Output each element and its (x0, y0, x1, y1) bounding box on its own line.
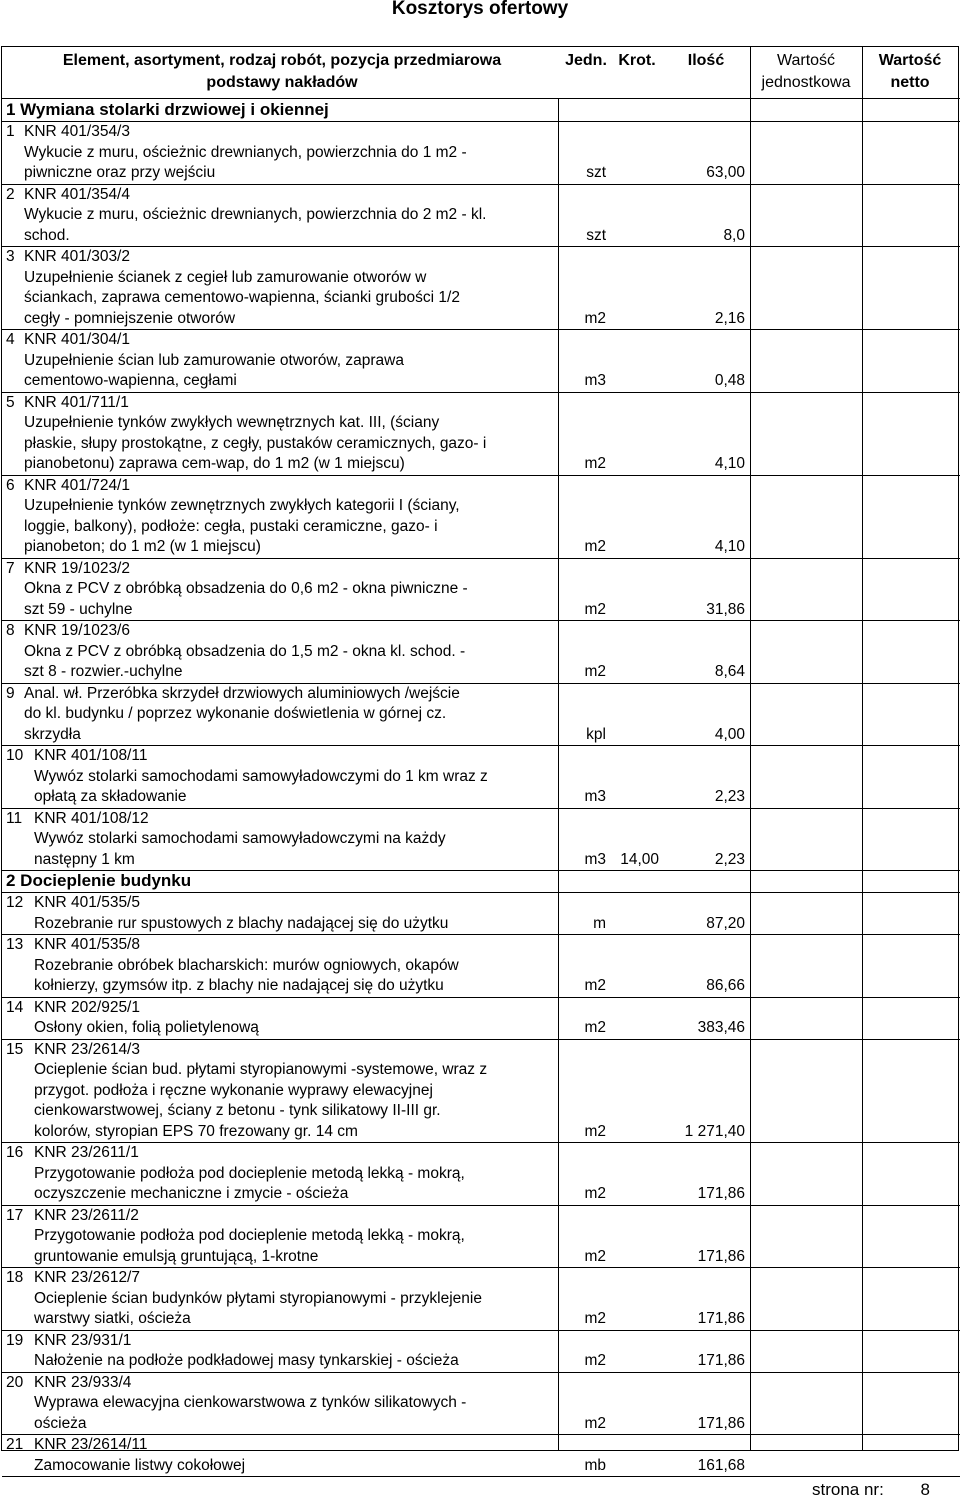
item-description-line: przygot. podłoża i ręczne wykonanie wyprawy elewacyjnej (34, 1081, 433, 1099)
table-row (2, 1206, 960, 1268)
item-quantity: 2,23 (714, 788, 745, 805)
item-quantity: 1 271,40 (684, 1122, 745, 1140)
item-code: KNR 23/2612/7 (34, 1269, 140, 1286)
item-description-line: opłatą za składowanie (34, 788, 187, 805)
item-code: KNR 401/304/1 (24, 331, 130, 348)
item-code: KNR 23/933/4 (34, 1373, 132, 1391)
item-description (34, 1435, 245, 1476)
item-number: 14 (6, 998, 24, 1016)
item-description-line: Uzupełnienie ścianek z cegieł lub zamurowanie otworów w (24, 268, 427, 286)
item-number: 17 (6, 1206, 24, 1224)
item-quantity: 4,10 (714, 538, 745, 555)
header-element-line2: podstawy nakładów (206, 74, 358, 91)
item-description-line: Ocieplenie ścian budynków płytami styropianowymi - przyklejenie (34, 1289, 482, 1307)
item-code: Anal. wł. Przeróbka skrzydeł drzwiowych aluminiowych /wejście (24, 684, 460, 702)
table-row (2, 1143, 960, 1205)
item-quantity: 31,86 (706, 600, 745, 618)
item-description-line: ościeża (34, 1414, 87, 1432)
item-code: KNR 401/535/8 (34, 936, 140, 953)
table-row (2, 1040, 960, 1143)
item-description-line: Wyprawa elewacyjna cienkowarstwowa z tynków silikatowych - (34, 1394, 467, 1411)
item-number: 2 (6, 185, 15, 203)
item-description-line: szt 8 - rozwier.-uchylne (24, 663, 183, 680)
table-row (2, 476, 960, 558)
item-description (24, 476, 460, 558)
item-description (34, 1268, 482, 1330)
item-description-line: Nałożenie na podłoże podkładowej masy tynkarskiej - ościeża (34, 1352, 459, 1369)
item-quantity: 171,86 (697, 1310, 745, 1327)
item-code: KNR 23/2614/11 (34, 1436, 148, 1453)
item-description-line: piwniczne oraz przy wejściu (24, 164, 216, 181)
item-description (34, 1331, 459, 1372)
item-unit: szt (586, 164, 606, 181)
item-code: KNR 23/931/1 (34, 1331, 132, 1349)
item-krot: 14,00 (620, 850, 659, 868)
item-code: KNR 401/711/1 (24, 393, 129, 411)
item-number: 10 (6, 747, 24, 764)
item-description (24, 185, 486, 247)
item-unit: m2 (584, 977, 606, 994)
item-description-line: schod. (24, 226, 70, 244)
item-number: 5 (6, 393, 15, 411)
item-unit: m2 (584, 1247, 606, 1265)
item-number: 4 (6, 331, 15, 348)
header-wartosc-jedn-line1: Wartość (776, 52, 836, 69)
table-row (2, 393, 960, 475)
item-description-line: loggie, balkony), podłoże: cegła, pustaki ceramiczne, gazo- i (24, 517, 438, 535)
item-code: KNR 401/108/11 (34, 747, 148, 764)
table-row (2, 1268, 960, 1330)
item-unit: m2 (584, 538, 606, 555)
table-row (2, 122, 960, 184)
item-description-line: cementowo-wapienna, cegłami (24, 372, 237, 389)
row-divider (2, 1476, 960, 1477)
table-row (2, 185, 960, 247)
item-number: 7 (6, 559, 15, 577)
table-row (2, 1373, 960, 1435)
item-description (34, 1143, 465, 1205)
item-number: 20 (6, 1373, 24, 1391)
table-header (2, 47, 960, 99)
item-quantity: 171,86 (697, 1414, 745, 1432)
item-unit: mb (584, 1456, 606, 1474)
item-code: KNR 19/1023/2 (24, 559, 130, 577)
item-description-line: warstwy siatki, ościeża (34, 1310, 191, 1327)
item-number: 18 (6, 1269, 24, 1286)
item-unit: m3 (584, 372, 606, 389)
item-unit: m3 (584, 788, 606, 805)
table-row (2, 1435, 960, 1476)
item-number: 1 (6, 123, 15, 140)
item-description (34, 1373, 466, 1435)
item-code: KNR 401/535/5 (34, 894, 140, 911)
section-title: 1 Wymiana stolarki drzwiowej i okiennej (6, 100, 329, 119)
item-unit: m (593, 914, 606, 932)
item-description (34, 935, 459, 997)
page-number-label: strona nr: (811, 1480, 884, 1499)
item-unit: m2 (584, 600, 606, 618)
item-number: 16 (6, 1144, 24, 1161)
item-quantity: 86,66 (706, 977, 745, 994)
item-description-line: Osłony okien, folią polietylenową (34, 1019, 259, 1036)
item-description-line: Wykucie z muru, ościeżnic drewnianych, powierzchnia do 2 m2 - kl. (24, 206, 487, 223)
item-quantity: 8,64 (714, 663, 745, 680)
item-unit: m2 (584, 1352, 606, 1369)
header-wartosc-netto-line1: Wartość (878, 52, 942, 69)
item-number: 12 (6, 894, 24, 911)
item-description (34, 893, 448, 934)
item-description (24, 621, 465, 683)
item-description (34, 1040, 487, 1143)
item-description-line: cienkowarstwowej, ściany z betonu - tynk silikatowy II-III gr. (34, 1102, 441, 1119)
item-quantity: 171,86 (697, 1185, 745, 1202)
item-description (34, 998, 259, 1039)
item-description-line: pianobetonu) zaprawa cem-wap, do 1 m2 (w 1 miejscu) (24, 455, 405, 472)
table-row (2, 247, 960, 329)
item-description-line: Uzupełnienie ścian lub zamurowanie otworów, zaprawa (24, 351, 404, 369)
item-number: 19 (6, 1331, 24, 1349)
header-jedn: Jedn. (565, 52, 607, 69)
item-code: KNR 401/724/1 (24, 476, 130, 494)
item-quantity: 171,86 (697, 1352, 745, 1369)
item-quantity: 87,20 (706, 914, 745, 932)
header-element-line1: Element, asortyment, rodzaj robót, pozycja przedmiarowa (62, 52, 502, 69)
item-description-line: Rozebranie rur spustowych z blachy nadającej się do użytku (34, 914, 449, 932)
item-description-line: Okna z PCV z obróbką obsadzenia do 1,5 m2 - okna kl. schod. - (24, 642, 466, 660)
item-description (24, 330, 404, 392)
page-footer (812, 1480, 930, 1500)
item-description-line: cegły - pomniejszenie otworów (24, 309, 236, 327)
item-code: KNR 401/354/4 (24, 185, 130, 203)
item-unit: m3 (584, 850, 606, 868)
item-description-line: Wykucie z muru, ościeżnic drewnianych, powierzchnia do 1 m2 - (24, 143, 467, 161)
item-description-line: Przygotowanie podłoża pod docieplenie metodą lekką - mokrą, (34, 1227, 465, 1244)
table-row (2, 809, 960, 871)
table-row (2, 893, 960, 934)
item-unit: m2 (584, 1310, 606, 1327)
column-divider (558, 99, 559, 1450)
item-unit: m2 (584, 455, 606, 472)
header-wartosc-netto-line2: netto (890, 74, 930, 91)
item-unit: m2 (584, 309, 606, 327)
item-number: 8 (6, 622, 15, 639)
table-row (2, 621, 960, 683)
item-description-line: Przygotowanie podłoża pod docieplenie metodą lekką - mokrą, (34, 1164, 465, 1182)
item-unit: m2 (584, 1019, 606, 1036)
item-description-line: Okna z PCV z obróbką obsadzenia do 0,6 m2 - okna piwniczne - (24, 580, 468, 597)
item-quantity: 171,86 (697, 1247, 745, 1265)
table-row (2, 746, 960, 808)
item-description-line: szt 59 - uchylne (24, 600, 133, 618)
item-description (24, 247, 460, 329)
header-wartosc-jedn-line2: jednostkowa (761, 74, 851, 91)
item-description-line: do kl. budynku / poprzez wykonanie doświetlenia w górnej cz. (24, 705, 447, 722)
item-unit: m2 (584, 1414, 606, 1432)
item-description-line: kołnierzy, gzymsów itp. z blachy nie nadającej się do użytku (34, 977, 444, 994)
item-unit: m2 (584, 1185, 606, 1202)
section-title: 2 Docieplenie budynku (6, 871, 192, 890)
item-description-line: Uzupełnienie tynków zwykłych wewnętrznych kat. III, (ściany (24, 414, 440, 431)
item-description-line: Uzupełnienie tynków zewnętrznych zwykłych kategorii I (ściany, (24, 497, 460, 514)
item-unit: kpl (586, 725, 606, 743)
item-code: KNR 202/925/1 (34, 998, 140, 1016)
item-description (24, 684, 460, 746)
item-number: 6 (6, 476, 15, 494)
item-number: 11 (6, 809, 23, 827)
table-row (2, 998, 960, 1039)
item-number: 21 (6, 1436, 24, 1453)
item-code: KNR 23/2614/3 (34, 1040, 140, 1058)
column-divider (862, 47, 863, 1450)
item-description-line: Wywóz stolarki samochodami samowyładowczymi na każdy (34, 830, 446, 847)
item-description-line: gruntowanie emulsją gruntującą, 1-krotne (34, 1247, 319, 1265)
header-krot: Krot. (618, 52, 656, 69)
item-quantity: 383,46 (697, 1019, 745, 1036)
item-unit: szt (586, 226, 606, 244)
item-quantity: 161,68 (697, 1456, 745, 1474)
item-number: 3 (6, 248, 15, 265)
table-row (2, 935, 960, 997)
item-description (24, 393, 486, 475)
item-quantity: 8,0 (723, 226, 745, 244)
item-description-line: Zamocowanie listwy cokołowej (34, 1456, 246, 1474)
item-number: 15 (6, 1040, 24, 1058)
item-description-line: pianobeton; do 1 m2 (w 1 miejscu) (24, 538, 261, 555)
item-description (34, 809, 446, 871)
item-description-line: Ocieplenie ścian bud. płytami styropianowymi -systemowe, wraz z (34, 1061, 488, 1078)
item-description-line: kolorów, styropian EPS 70 frezowany gr. 14 cm (34, 1122, 358, 1140)
item-quantity: 63,00 (706, 164, 745, 181)
header-element (12, 50, 552, 94)
item-quantity: 4,00 (714, 725, 745, 743)
item-quantity: 0,48 (714, 372, 745, 389)
item-quantity: 4,10 (714, 455, 745, 472)
column-divider (750, 47, 751, 1450)
header-wartosc-netto (862, 50, 958, 94)
item-quantity: 2,23 (714, 850, 745, 868)
item-code: KNR 23/2611/1 (34, 1144, 139, 1161)
item-description-line: Wywóz stolarki samochodami samowyładowczymi do 1 km wraz z (34, 767, 488, 785)
table-row (2, 559, 960, 621)
item-unit: m2 (584, 663, 606, 680)
item-description-line: skrzydła (24, 725, 81, 743)
header-ilosc: Ilość (687, 52, 725, 69)
item-description-line: płaskie, słupy prostokątne, z cegły, pustaków ceramicznych, gazo- i (24, 434, 487, 452)
cost-estimate-table (1, 46, 959, 1474)
table-row (2, 330, 960, 392)
item-code: KNR 401/108/12 (34, 809, 149, 827)
item-number: 9 (6, 684, 15, 702)
table-row (2, 1331, 960, 1372)
page-number: 8 (920, 1480, 930, 1499)
item-quantity: 2,16 (714, 309, 745, 327)
item-description-line: oczyszczenie mechaniczne i zmycie - ościeża (34, 1185, 349, 1202)
item-description (24, 559, 468, 621)
item-description (34, 746, 488, 808)
item-number: 13 (6, 936, 24, 953)
item-code: KNR 23/2611/2 (34, 1206, 139, 1224)
item-code: KNR 19/1023/6 (24, 622, 130, 639)
item-unit: m2 (584, 1122, 606, 1140)
document-title: Kosztorys ofertowy (391, 0, 569, 19)
item-description (34, 1206, 465, 1268)
item-code: KNR 401/354/3 (24, 123, 130, 140)
item-description-line: następny 1 km (34, 850, 135, 868)
item-description-line: Rozebranie obróbek blacharskich: murów ogniowych, okapów (34, 956, 459, 974)
item-code: KNR 401/303/2 (24, 248, 130, 265)
item-description (24, 122, 467, 184)
table-row (2, 684, 960, 746)
item-description-line: ściankach, zaprawa cementowo-wapienna, ścianki grubości 1/2 (24, 289, 460, 306)
header-wartosc-jednostkowa (750, 50, 862, 94)
